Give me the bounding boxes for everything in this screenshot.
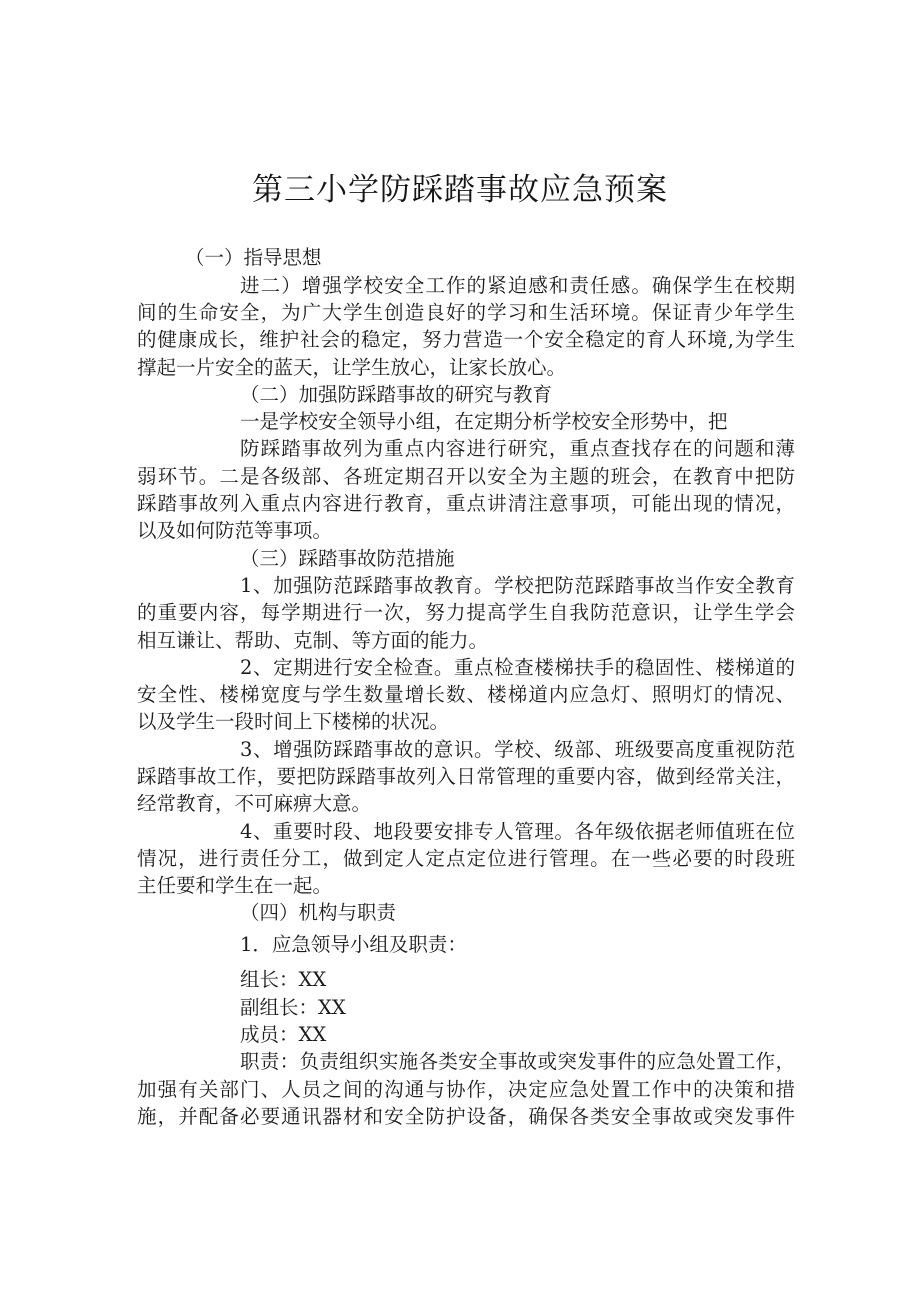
- measure-item-line: 4、重要时段、地段要安排专人管理。各年级依据老师值班在位: [240, 819, 795, 843]
- section-heading: （四）机构与职责: [240, 901, 397, 925]
- body-line: 弱环节。二是各级部、各班定期召开以安全为主题的班会，在教育中把防: [137, 464, 795, 488]
- measure-item-line: 踩踏事故工作，要把防踩踏事故列入日常管理的重要内容，做到经常关注，: [137, 764, 795, 788]
- measure-item-line: 3、增强防踩踏事故的意识。学校、级部、班级要高度重视防范: [240, 737, 795, 761]
- body-line: 以及如何防范等事项。: [137, 519, 333, 543]
- document-body: [137, 244, 795, 1130]
- measure-item-line: 安全性、楼梯宽度与学生数量增长数、楼梯道内应急灯、照明灯的情况、: [137, 683, 795, 707]
- body-line: 进二）增强学校安全工作的紧迫感和责任感。确保学生在校期: [240, 273, 795, 297]
- measure-item-line: 1、加强防范踩踏事故教育。学校把防范踩踏事故当作安全教育: [240, 573, 795, 597]
- team-leader-line: 组长：XX: [240, 968, 327, 992]
- body-line: 一是学校安全领导小组，在定期分析学校安全形势中，把: [240, 410, 728, 434]
- duties-line: 加强有关部门、人员之间的沟通与协作，决定应急处置工作中的决策和措: [137, 1077, 795, 1101]
- measure-item-line: 以及学生一段时间上下楼梯的状况。: [137, 710, 450, 734]
- body-line: 撑起一片安全的蓝天，让学生放心，让家长放心。: [137, 355, 567, 379]
- duties-line: 施，并配备必要通讯器材和安全防护设备，确保各类安全事故或突发事件: [137, 1104, 795, 1128]
- measure-item-line: 主任要和学生在一起。: [137, 874, 333, 898]
- body-line: 的健康成长，维护社会的稳定，努力营造一个安全稳定的育人环境,为学生: [137, 328, 795, 352]
- team-deputy-line: 副组长：XX: [240, 995, 346, 1019]
- page-title: 第三小学防踩踏事故应急预案: [252, 172, 668, 208]
- measure-item-line: 情况，进行责任分工，做到定人定点定位进行管理。在一些必要的时段班: [137, 846, 795, 870]
- body-line: 踩踏事故列入重点内容进行教育，重点讲清注意事项，可能出现的情况，: [137, 492, 795, 516]
- measure-item-line: 2、定期进行安全检查。重点检查楼梯扶手的稳固性、楼梯道的: [240, 655, 795, 679]
- duties-line: 职责：负责组织实施各类安全事故或突发事件的应急处置工作，: [240, 1050, 795, 1074]
- section-heading: （二）加强防踩踏事故的研究与教育: [240, 382, 553, 406]
- section-heading: （一）指导思想: [185, 246, 322, 270]
- section-heading: （三）踩踏事故防范措施: [240, 546, 455, 570]
- team-members-line: 成员：XX: [240, 1023, 327, 1047]
- body-line: 防踩踏事故列为重点内容进行研究，重点查找存在的问题和薄: [240, 437, 795, 461]
- measure-item-line: 的重要内容，每学期进行一次，努力提高学生自我防范意识，让学生学会: [137, 601, 795, 625]
- subsection-heading: 1．应急领导小组及职责：: [240, 933, 467, 957]
- body-line: 间的生命安全，为广大学生创造良好的学习和生活环境。保证青少年学生: [137, 300, 795, 324]
- measure-item-line: 经常教育，不可麻痹大意。: [137, 792, 372, 816]
- measure-item-line: 相互谦让、帮助、克制、等方面的能力。: [137, 628, 489, 652]
